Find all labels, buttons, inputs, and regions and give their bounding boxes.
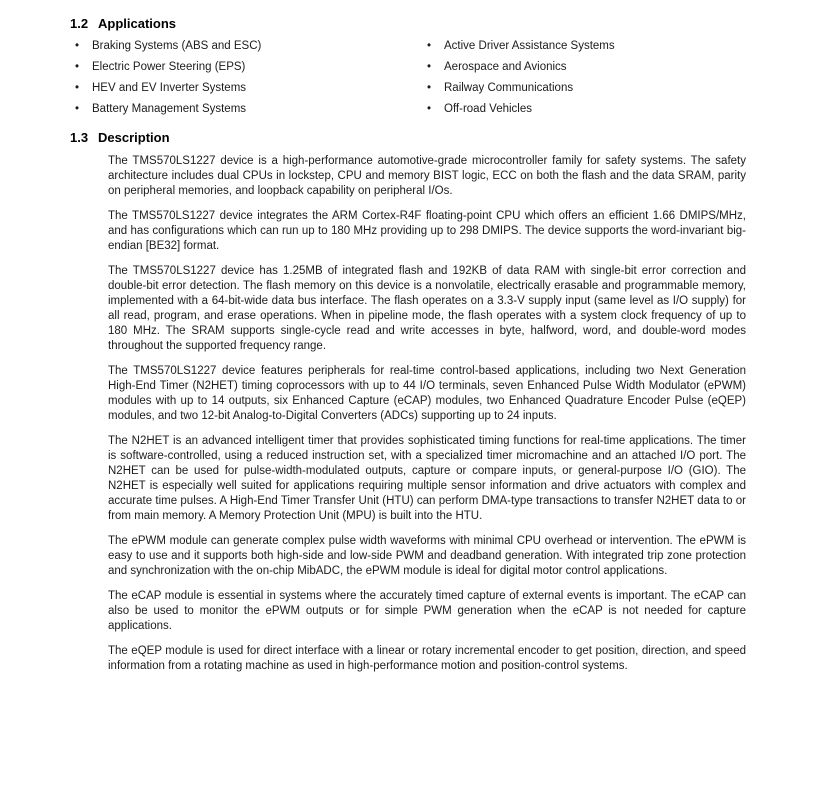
list-item [70, 78, 422, 99]
description-paragraph: The eQEP module is used for direct interface with a linear or rotary incremental encoder to get position, direction, and speed information from a rotating machine as used in high-performance motion and position-control systems. [108, 645, 746, 672]
list-item [422, 99, 746, 120]
list-item-label: Railway Communications [444, 82, 574, 94]
description-heading [70, 129, 746, 146]
list-item [70, 99, 422, 120]
list-item-label: Aerospace and Avionics [444, 61, 567, 73]
description-paragraph: The eCAP module is essential in systems where the accurately timed capture of external events is important. The eCAP can also be used to monitor the ePWM outputs or for simple PWM generation when the eCAP is not needed for capture applications. [108, 590, 746, 632]
list-item [422, 57, 746, 78]
list-item-label: Electric Power Steering (EPS) [92, 61, 246, 73]
applications-heading [70, 15, 746, 32]
list-item-label: HEV and EV Inverter Systems [92, 82, 247, 94]
bullet-icon: • [75, 40, 80, 52]
bullet-icon: • [427, 82, 432, 94]
bullet-icon: • [427, 103, 432, 115]
bullet-icon: • [427, 61, 432, 73]
list-item [422, 36, 746, 57]
applications-list [70, 36, 746, 120]
list-item-label: Off-road Vehicles [444, 103, 533, 115]
description-paragraph: The N2HET is an advanced intelligent timer that provides sophisticated timing functions for real-time applications. The timer is software-controlled, using a reduced instruction set, with a specialized timer micromachine and an attached I/O port. The N2HET can be used for pulse-width-modulated outputs, capture or compare inputs, or general-purpose I/O (GIO). The N2HET is especially well suited for applications requiring multiple sensor information and drive actuators with complex and accurate time pulses. A High-End Timer Transfer Unit (HTU) can perform DMA-type transactions to transfer N2HET data to or from main memory. A Memory Protection Unit (MPU) is built into the HTU. [108, 435, 746, 522]
bullet-icon: • [75, 103, 80, 115]
applications-section [70, 15, 746, 120]
applications-section-number: 1.2 [70, 16, 89, 31]
list-item-label: Braking Systems (ABS and ESC) [92, 40, 262, 52]
description-section [70, 129, 746, 674]
applications-section-title: Applications [98, 16, 177, 31]
description-paragraph: The TMS570LS1227 device features peripherals for real-time control-based applications, including two Next Generation High-End Timer (N2HET) timing coprocessors with up to 44 I/O terminals, seven Enhanced Pulse Width Modulator (ePWM) modules with up to 14 outputs, six Enhanced Capture (eCAP) modules, two Enhanced Quadrature Encoder Pulse (eQEP) modules, and two 12-bit Analog-to-Digital Converters (ADCs) supporting up to 24 inputs. [108, 365, 746, 422]
description-paragraph: The TMS570LS1227 device is a high-performance automotive-grade microcontroller family for safety systems. The safety architecture includes dual CPUs in lockstep, CPU and memory BIST logic, ECC on both the flash and the data SRAM, parity on peripheral memories, and loopback capability on peripheral I/Os. [108, 155, 746, 197]
bullet-icon: • [75, 82, 80, 94]
description-paragraph: The ePWM module can generate complex pulse width waveforms with minimal CPU overhead or intervention. The ePWM is easy to use and it supports both high-side and low-side PWM and deadband generation. With integrated trip zone protection and synchronization with the on-chip MibADC, the ePWM module is ideal for digital motor control applications. [108, 535, 746, 577]
applications-list-right-column [422, 36, 746, 120]
list-item [70, 57, 422, 78]
applications-list-left-column [70, 36, 422, 120]
list-item [422, 78, 746, 99]
list-item-label: Active Driver Assistance Systems [444, 40, 615, 52]
description-paragraph: The TMS570LS1227 device has 1.25MB of integrated flash and 192KB of data RAM with single-bit error correction and double-bit error detection. The flash memory on this device is a nonvolatile, electrically erasable and programmable memory, implemented with a 64-bit-wide data bus interface. The flash operates on a 3.3-V supply input (same level as I/O supply) for all read, program, and erase operations. When in pipeline mode, the flash operates with a system clock frequency of up to 180 MHz. The SRAM supports single-cycle read and write accesses in byte, halfword, word, and double-word modes throughout the supported frequency range. [108, 265, 746, 352]
description-section-number: 1.3 [70, 130, 89, 145]
bullet-icon: • [75, 61, 80, 73]
list-item-label: Battery Management Systems [92, 103, 247, 115]
description-section-title: Description [98, 130, 170, 145]
list-item [70, 36, 422, 57]
bullet-icon: • [427, 40, 432, 52]
description-body [108, 154, 746, 674]
description-paragraph: The TMS570LS1227 device integrates the ARM Cortex-R4F floating-point CPU which offers an efficient 1.66 DMIPS/MHz, and has configurations which can run up to 180 MHz providing up to 298 DMIPS. The device supports the word-invariant big-endian [BE32] format. [108, 210, 746, 252]
